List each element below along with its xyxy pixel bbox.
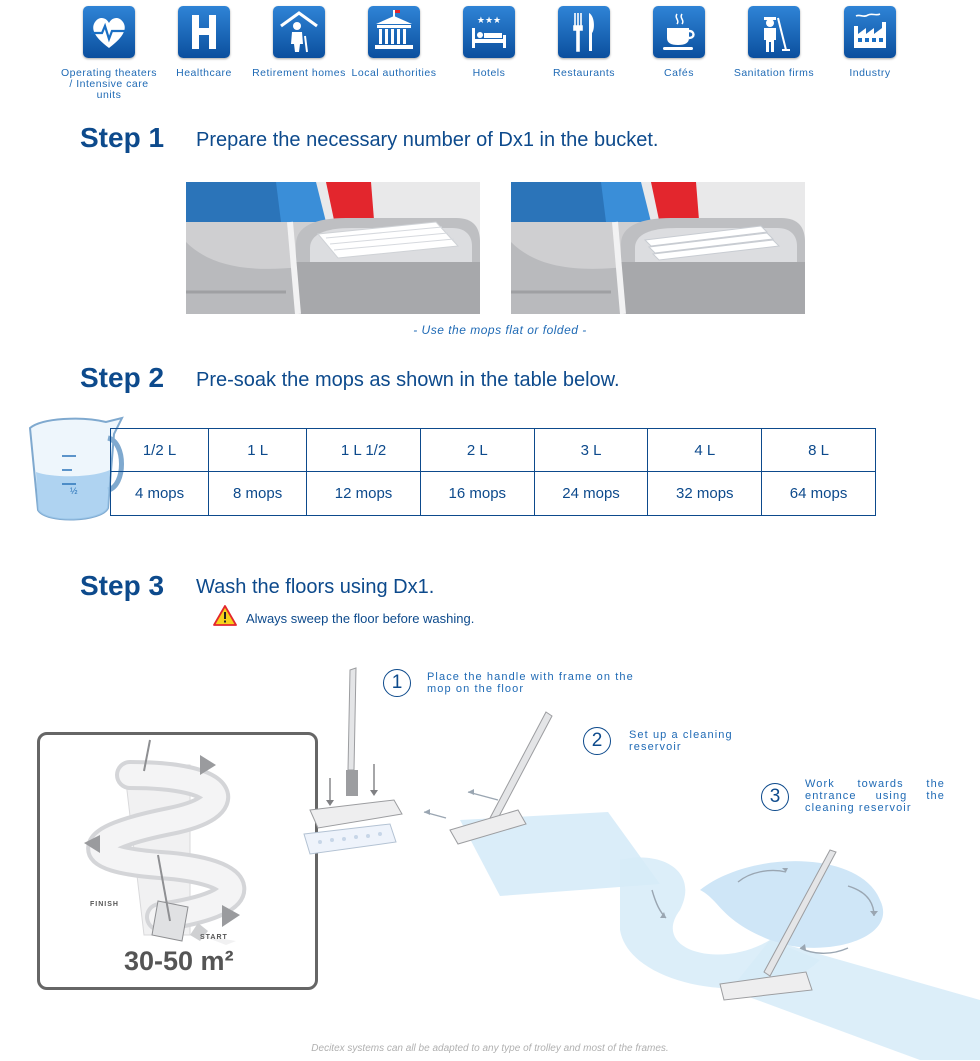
mops-row	[111, 472, 876, 516]
volume-cell: 1 L	[209, 429, 307, 472]
town-hall-icon	[368, 6, 420, 58]
instruction-2-text: Set up a cleaning reservoir	[629, 729, 733, 753]
mops-cell: 12 mops	[307, 472, 421, 516]
instruction-1-text: Place the handle with frame on the mop on the floor	[427, 671, 634, 695]
mops-cell: 64 mops	[762, 472, 876, 516]
coffee-cup-icon	[653, 6, 705, 58]
step2-heading: Step 2	[80, 362, 165, 393]
sector-local-authorities	[344, 6, 444, 79]
area-label: 30-50 m²	[124, 946, 234, 976]
bucket-folded-mops-image	[511, 182, 805, 314]
instruction-1-number: 1	[383, 669, 411, 697]
warning-text: Always sweep the floor before washing.	[246, 611, 475, 626]
sector-label: Local authorities	[351, 67, 437, 79]
mops-cell: 8 mops	[209, 472, 307, 516]
volume-cell: 3 L	[534, 429, 648, 472]
mopping-illustration	[300, 660, 980, 1060]
sector-label: Healthcare	[176, 67, 232, 79]
finish-label: FINISH	[90, 901, 119, 908]
step2-text: Pre-soak the mops as shown in the table below.	[196, 369, 620, 391]
sector-label: Industry	[849, 67, 891, 79]
footer-note: Decitex systems can all be adapted to any type of trolley and most of the frames.	[311, 1043, 669, 1054]
instruction-3-text: Work towards the entrance using the cleaning reservoir	[805, 778, 945, 814]
instruction-3-number: 3	[761, 783, 789, 811]
sector-sanitation-firms	[724, 6, 824, 79]
volume-cell: 8 L	[762, 429, 876, 472]
sector-label: Restaurants	[552, 67, 616, 79]
factory-icon	[844, 6, 896, 58]
sector-label: Hotels	[472, 67, 506, 79]
sanitation-worker-icon	[748, 6, 800, 58]
jug-mark: ½	[70, 486, 78, 496]
sector-hotels	[439, 6, 539, 79]
start-label: START	[200, 934, 228, 941]
mops-cell: 4 mops	[111, 472, 209, 516]
bucket-flat-mops-image	[186, 182, 480, 314]
hospital-h-icon	[178, 6, 230, 58]
sector-cafes	[629, 6, 729, 79]
sector-label: Cafés	[664, 67, 694, 79]
step3-text: Wash the floors using Dx1.	[196, 576, 435, 598]
volume-row	[111, 429, 876, 472]
step1-heading: Step 1	[80, 122, 165, 153]
volume-cell: 1/2 L	[111, 429, 209, 472]
s-path-diagram	[37, 732, 318, 990]
hotel-icon	[463, 6, 515, 58]
sector-retirement-homes	[249, 6, 349, 79]
mops-cell: 32 mops	[648, 472, 762, 516]
cutlery-icon	[558, 6, 610, 58]
volume-cell: 4 L	[648, 429, 762, 472]
mops-cell: 16 mops	[420, 472, 534, 516]
sector-restaurants	[534, 6, 634, 79]
volume-cell: 1 L 1/2	[307, 429, 421, 472]
sector-label: Retirement homes	[252, 67, 346, 79]
mops-cell: 24 mops	[534, 472, 648, 516]
step3-heading: Step 3	[80, 570, 165, 601]
presoak-table	[110, 428, 876, 516]
retirement-home-icon	[273, 6, 325, 58]
step1-caption: - Use the mops flat or folded -	[413, 323, 587, 337]
warning-icon	[213, 605, 237, 626]
step1-text: Prepare the necessary number of Dx1 in the bucket.	[196, 129, 659, 151]
instruction-2-number: 2	[583, 727, 611, 755]
volume-cell: 2 L	[420, 429, 534, 472]
sector-healthcare	[154, 6, 254, 79]
sector-label: Operating theaters / Intensive care units	[61, 67, 157, 101]
sector-label: Sanitation firms	[733, 67, 815, 79]
sector-operating-theaters	[59, 6, 159, 101]
sector-industry	[820, 6, 920, 79]
heart-monitor-icon	[83, 6, 135, 58]
svg-text:★★★: ★★★	[476, 16, 502, 26]
